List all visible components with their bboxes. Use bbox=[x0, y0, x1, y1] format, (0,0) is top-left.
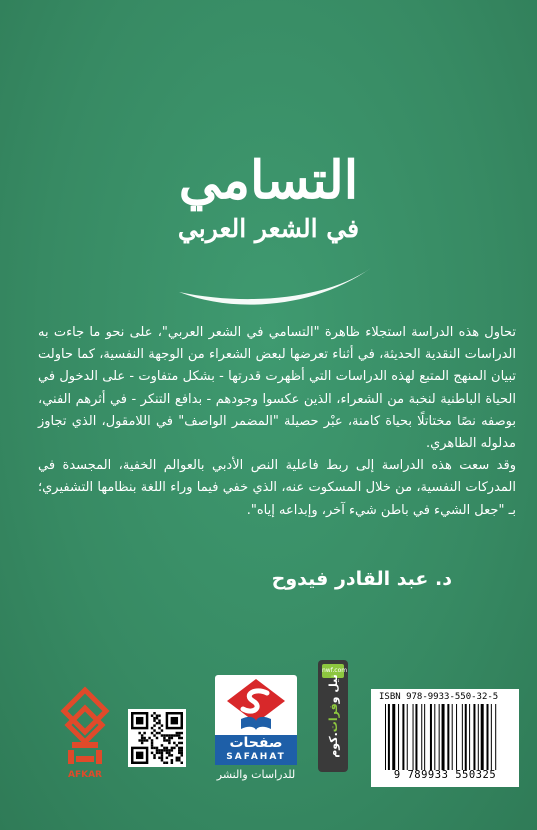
qr-code-icon bbox=[131, 712, 183, 764]
isbn-label: ISBN 978-9933-550-32-5 bbox=[379, 692, 499, 702]
afkar-logo-icon bbox=[58, 686, 112, 776]
neelwa-furat-wordmark bbox=[318, 660, 348, 772]
book-title: التسامي bbox=[178, 150, 359, 211]
neelwa-badge: nwf.com bbox=[322, 664, 344, 678]
neelwa-furat-logo bbox=[318, 660, 348, 772]
barcode-digits: 9 789933 550325 bbox=[393, 769, 497, 781]
neelwa-word-2: فرات bbox=[326, 703, 340, 733]
book-subtitle: في الشعر العربي bbox=[177, 214, 360, 243]
neelwa-word-3: .كوم bbox=[326, 732, 340, 758]
safahat-name-band bbox=[215, 735, 297, 765]
barcode-bars-icon bbox=[385, 704, 507, 770]
safahat-latin-name: SAFAHAT bbox=[226, 752, 286, 762]
isbn-barcode bbox=[371, 689, 519, 787]
blurb-paragraph-1: تحاول هذه الدراسة استجلاء ظاهرة "التسامي في الشعر العربي"، على نحو ما جاءت به الدراسات النقدية الحديثة، في أثناء تعرضها لبعض الشعراء من الوجهة النفسية، كما حاولت تبيان المنهج المتبع لهذه الدراسات التي أظهرت قدرتها - بشكل متفاوت - على الدخول في الحياة الباطنية لنخبة من الشعراء، الذين عكسوا وجودهم - بدافع التنكر - في أثرهم الفني، بوصفه نصًا مختاتلًا بحياة كامنة، عبْر حصيلة "المضمر الواصف" في اللامقول، الذي تجاوز مدلوله الظاهري. bbox=[38, 325, 516, 452]
blurb-paragraph-2: وقد سعت هذه الدراسة إلى ربط فاعلية النص الأدبي بالعوالم الخفية، المجسدة في المدركات النفسية، من خلال المسكوت عنه، الذي خفي فيما وراء اللغة بنظامها التشفيري؛ بـ "جعل الشيء في باطن شيء آخر، وإبداعه إياه". bbox=[38, 458, 516, 518]
safahat-logo bbox=[215, 675, 297, 765]
swoosh-ornament bbox=[175, 262, 375, 312]
afkar-wordmark: AFKAR bbox=[68, 770, 102, 780]
author-name: د. عبد القادر فيدوح bbox=[271, 568, 452, 590]
back-cover-blurb bbox=[38, 322, 516, 522]
safahat-arabic-name: صفحات bbox=[229, 735, 283, 751]
qr-code bbox=[128, 709, 186, 767]
title-block bbox=[0, 150, 537, 244]
neelwa-word-1: نيل و bbox=[326, 674, 340, 704]
safahat-tagline: للدراسات والنشر bbox=[216, 768, 296, 781]
safahat-emblem-icon bbox=[215, 675, 297, 735]
